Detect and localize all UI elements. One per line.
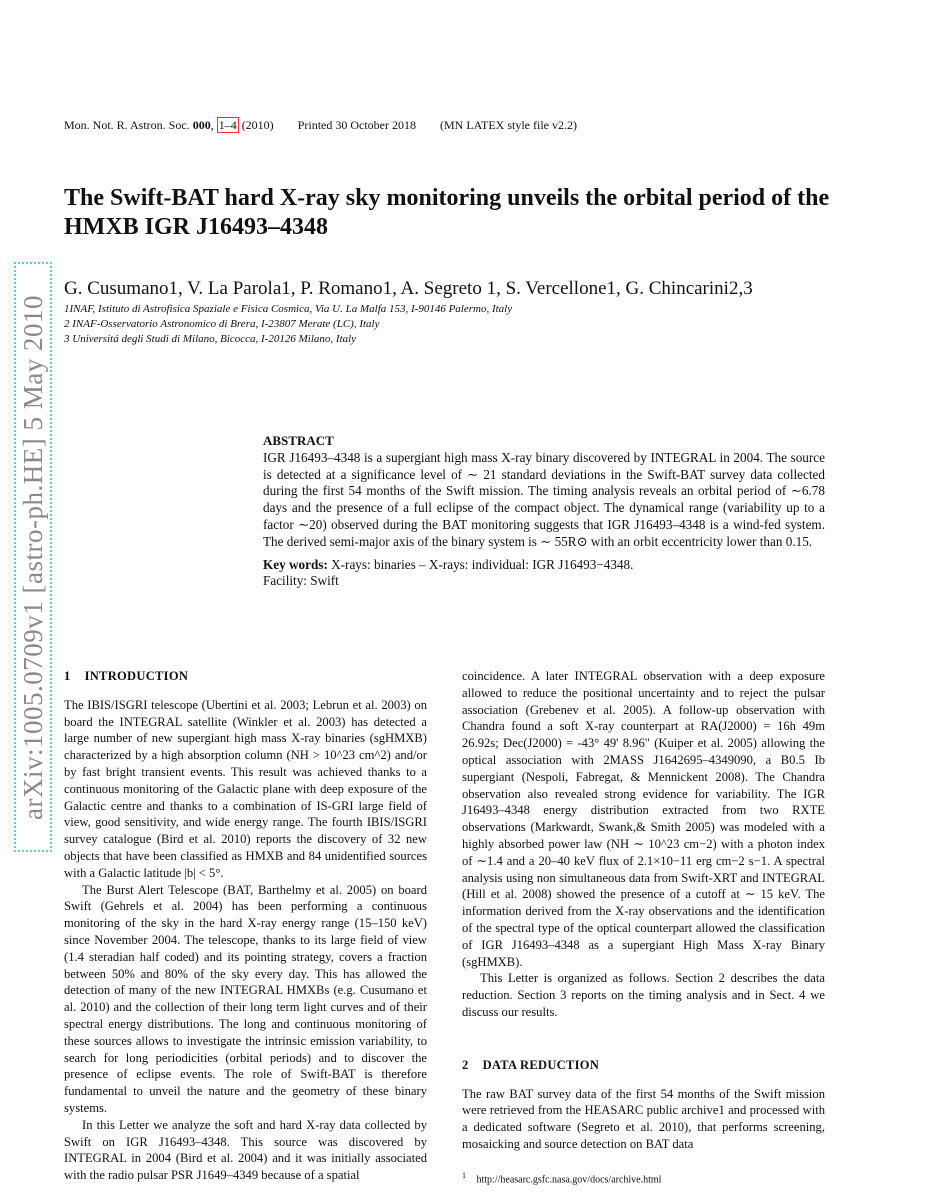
- abstract-text: IGR J16493–4348 is a supergiant high mass X-ray binary discovered by INTEGRAL in 2004. The source is detected at a significance level of ∼ 21 standard deviations in the Swift-BAT survey data collected during the first 54 months of the Swift mission. The timing analysis reveals an orbital period of ∼6.78 days and the presence of a full eclipse of the compact object. The dynamical range (variability up to a factor ∼20) observed during the BAT monitoring suggests that IGR J16493–4348 is a wind-fed system. The derived semi-major axis of the binary system is ∼ 55R⊙ with an orbit eccentricity lower than 0.15.: [263, 449, 825, 549]
- section-number: 2: [462, 1057, 469, 1072]
- author-list: G. Cusumano1, V. La Parola1, P. Romano1, A. Segreto 1, S. Vercellone1, G. Chincarini2,3: [64, 278, 753, 299]
- right-column: [462, 668, 825, 1153]
- journal-volume: 000: [192, 118, 211, 132]
- keywords: [263, 557, 825, 574]
- footnote: [462, 1171, 661, 1185]
- footnote-mark: 1: [462, 1171, 466, 1180]
- data-reduction-paragraph-1: The raw BAT survey data of the first 54 months of the Swift mission were retrieved from the HEASARC public archive1 and processed with a dedicated software (Segreto et al. 2010), that performs screening, mosaicking and source detection on BAT data: [462, 1086, 825, 1151]
- intro-paragraph-1: The IBIS/ISGRI telescope (Ubertini et al. 2003; Lebrun et al. 2003) on board the INTEGRAL satellite (Winkler et al. 2003) has detected a large number of new supergiant high mass X-ray binaries (sgHMXB) characterized by a high absorption column (NH > 10^23 cm^2) and/or by fast bright transient events. This result was achieved thanks to a continuous monitoring of the Galactic plane with deep exposure of the Galactic centre and thanks to a combination of IS-GRI large field of view, good sensitivity, and wide energy range. The fourth IBIS/ISGRI survey catalogue (Bird et al. 2010) reports the discovery of 32 new objects that have been classified as HMXB and 84 unidentified sources with a Galactic latitude |b| < 5°.: [64, 697, 427, 880]
- journal-name: Mon. Not. R. Astron. Soc.: [64, 118, 190, 132]
- footnote-url[interactable]: http://heasarc.gsfc.nasa.gov/docs/archive.html: [476, 1174, 662, 1186]
- running-header: Mon. Not. R. Astron. Soc. 000, 1–4 (2010) Printed 30 October 2018 (MN LATEX style file v2.2): [64, 118, 577, 132]
- arxiv-id: arXiv:1005.0709v1 [astro-ph.HE] 5 May 2010: [17, 294, 48, 820]
- section-heading-introduction: [64, 668, 427, 685]
- section-title: INTRODUCTION: [84, 669, 189, 683]
- abstract-heading: ABSTRACT: [263, 433, 334, 448]
- style-file: (MN LATEX style file v2.2): [440, 118, 577, 132]
- intro-paragraph-3: In this Letter we analyze the soft and hard X-ray data collected by Swift on IGR J16493–4348. This source was discovered by INTEGRAL in 2004 (Bird et al. 2004) and it was initially associated with the radio pulsar PSR J1649–4349 because of a spatial: [64, 1117, 427, 1183]
- printed-date: Printed 30 October 2018: [297, 118, 416, 132]
- arxiv-stamp[interactable]: [14, 262, 52, 852]
- affiliations: [64, 302, 512, 347]
- section-title: DATA REDUCTION: [482, 1057, 600, 1072]
- intro-paragraph-5: This Letter is organized as follows. Section 2 describes the data reduction. Section 3 reports on the timing analysis and in Sect. 4 we discuss our results.: [462, 971, 825, 1019]
- affiliation-2: 2 INAF-Osservatorio Astronomico di Brera, I-23807 Merate (LC), Italy: [64, 318, 380, 330]
- affiliation-1: 1INAF, Istituto di Astrofisica Spaziale e Fisica Cosmica, Via U. La Malfa 153, I-90146 Palermo, Italy: [64, 303, 513, 315]
- section-spacer: [462, 1021, 825, 1057]
- keywords-label: Key words:: [263, 556, 328, 572]
- facility: Facility: Swift: [263, 573, 339, 589]
- intro-paragraph-2: The Burst Alert Telescope (BAT, Barthelmy et al. 2005) on board Swift (Gehrels et al. 2004) has been performing a continuous monitoring of the sky in the hard X-ray energy range (15–150 keV) since November 2004. The telescope, thanks to its large field of view (1.4 steradian half coded) and its pointing strategy, covers a fraction between 50% and 80% of the sky every day. This has allowed the detection of many of the new INTEGRAL HMXBs (e.g. Cusumano et al. 2010) and the collection of their long term light curves and of their spectral energy distributions. The long and continuous monitoring of these sources allows to investigate the intrinsic emission variability, to search for long periodicities (orbital periods) and to discover the presence of eclipse events. The role of Swift-BAT is therefore fundamental to unveil the nature and the geometry of these binary systems.: [64, 882, 427, 1115]
- page-range-link[interactable]: 1–4: [218, 118, 237, 132]
- affiliation-3: 3 Universitá degli Studi di Milano, Bicocca, I-20126 Milano, Italy: [64, 333, 357, 345]
- abstract: [263, 433, 825, 590]
- paper-title: The Swift-BAT hard X-ray sky monitoring unveils the orbital period of the HMXB IGR J16493–4348: [64, 185, 830, 240]
- left-column: [64, 668, 427, 1184]
- keywords-text: X-rays: binaries – X-rays: individual: IGR J16493−4348.: [331, 556, 634, 572]
- section-heading-data-reduction: [462, 1057, 825, 1074]
- journal-year: (2010): [241, 118, 274, 132]
- intro-paragraph-4: coincidence. A later INTEGRAL observation with a deep exposure allowed to reduce the positional uncertainty and to reject the pulsar association (Grebenev et al. 2005). A follow-up observation with Chandra found a soft X-ray counterpart at RA(J2000) = 16h 49m 26.92s; Dec(J2000) = -43° 49' 8.96" (Kuiper et al. 2005) allowing the optical association with 2MASS J1642695–4349090, a B0.5 Ib supergiant (Nespoli, Fabregat, & Mennickent 2008). The Chandra observation also revealed strong evidence for variability. The IGR J16493–4348 energy distribution extracted from two RXTE observations (Markwardt, Swank,& Smith 2005) was modeled with a highly absorbed power law (NH ∼ 10^23 cm−2) with a photon index of ∼1.4 and a 20–40 keV flux of 2.1×10−11 erg cm−2 s−1. A spectral analysis using non simultaneous data from Swift-XRT and INTEGRAL (Hill et al. 2008) showed the presence of a cutoff at ∼ 15 keV. The information derived from the X-ray observations and the identification of the spectral type of the optical counterpart allowed the classification of IGR J16493–4348 as a supergiant High Mass X-ray Binary (sgHMXB).: [462, 669, 825, 969]
- section-number: 1: [64, 669, 71, 683]
